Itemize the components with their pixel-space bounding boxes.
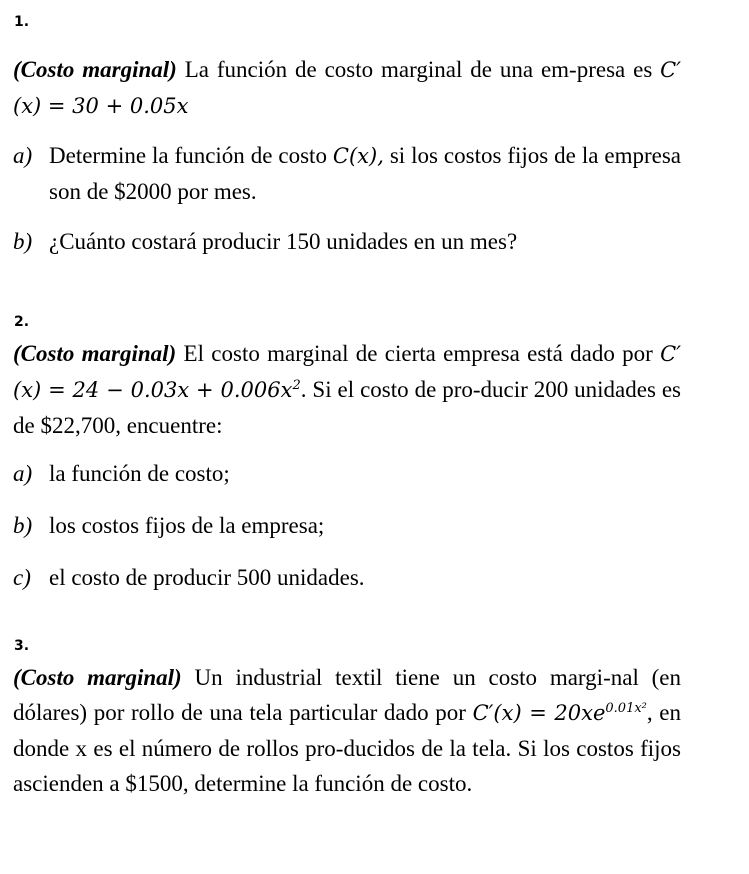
problem-1-statement bbox=[13, 52, 681, 124]
problem-2-item-a-label: a) bbox=[13, 461, 33, 486]
problem-2-item-b bbox=[13, 508, 681, 543]
problem-1-tag: (Costo marginal) bbox=[13, 57, 177, 82]
problem-3-statement bbox=[13, 660, 681, 801]
problem-2-math-sup: 2 bbox=[292, 378, 301, 393]
problem-1-item-b-label: b) bbox=[13, 229, 33, 254]
problem-1-item-b-text: ¿Cuánto costará producir 150 unidades en un mes? bbox=[49, 229, 518, 254]
problem-3-text-a: Un industrial textil tiene un costo margi-nal (en dólares) por rollo de una tela particular dado por bbox=[13, 665, 681, 725]
problem-3-text-b: , en donde x es el número de rollos pro-ducidos de la tela. Si los costos fijos ascienden a $1500, determine la función de costo. bbox=[13, 700, 681, 796]
problem-3-math-main: C′(x) = 20xe bbox=[472, 701, 606, 725]
problem-2-number: 2. bbox=[14, 314, 30, 330]
problem-2-item-c-label: c) bbox=[13, 565, 31, 590]
problem-2-item-a-text: la función de costo; bbox=[49, 461, 230, 486]
problem-2-statement bbox=[13, 336, 681, 443]
problem-1-item-a bbox=[13, 138, 681, 209]
problem-1-item-a-text-before: Determine la función de costo bbox=[49, 143, 327, 168]
problem-3-math bbox=[473, 701, 647, 725]
problem-1-text: La función de costo marginal de una em-presa es bbox=[184, 57, 653, 82]
problem-1-item-b bbox=[13, 224, 681, 259]
problem-3-tag: (Costo marginal) bbox=[13, 665, 182, 690]
problem-1-number: 1. bbox=[14, 14, 30, 30]
problem-2-tag: (Costo marginal) bbox=[13, 341, 177, 366]
problem-1-item-a-label: a) bbox=[13, 143, 33, 168]
problem-2-math-main: C′(x) = 24 − 0.03x + 0.006x bbox=[13, 342, 682, 402]
problem-1-math: C′(x) = 30 + 0.05x bbox=[13, 58, 682, 118]
problem-2-item-a bbox=[13, 456, 681, 491]
problem-1-item-a-math: C(x), bbox=[332, 144, 384, 168]
problem-1-item-a-text-after: si los costos fijos de la empresa son de $2000 por mes. bbox=[49, 143, 682, 204]
problem-2-item-b-label: b) bbox=[13, 513, 33, 538]
problem-2-text-b: . Si el costo de pro-ducir 200 unidades es de $22,700, encuentre: bbox=[13, 377, 682, 438]
problem-2-item-c-text: el costo de producir 500 unidades. bbox=[49, 565, 365, 590]
problem-3-math-sup: 0.01x² bbox=[605, 701, 647, 716]
problem-2-item-b-text: los costos fijos de la empresa; bbox=[49, 513, 325, 538]
problem-3-number: 3. bbox=[14, 638, 30, 654]
problem-2-item-c bbox=[13, 560, 681, 595]
problem-2-text-a: El costo marginal de cierta empresa está dado por bbox=[183, 341, 653, 366]
